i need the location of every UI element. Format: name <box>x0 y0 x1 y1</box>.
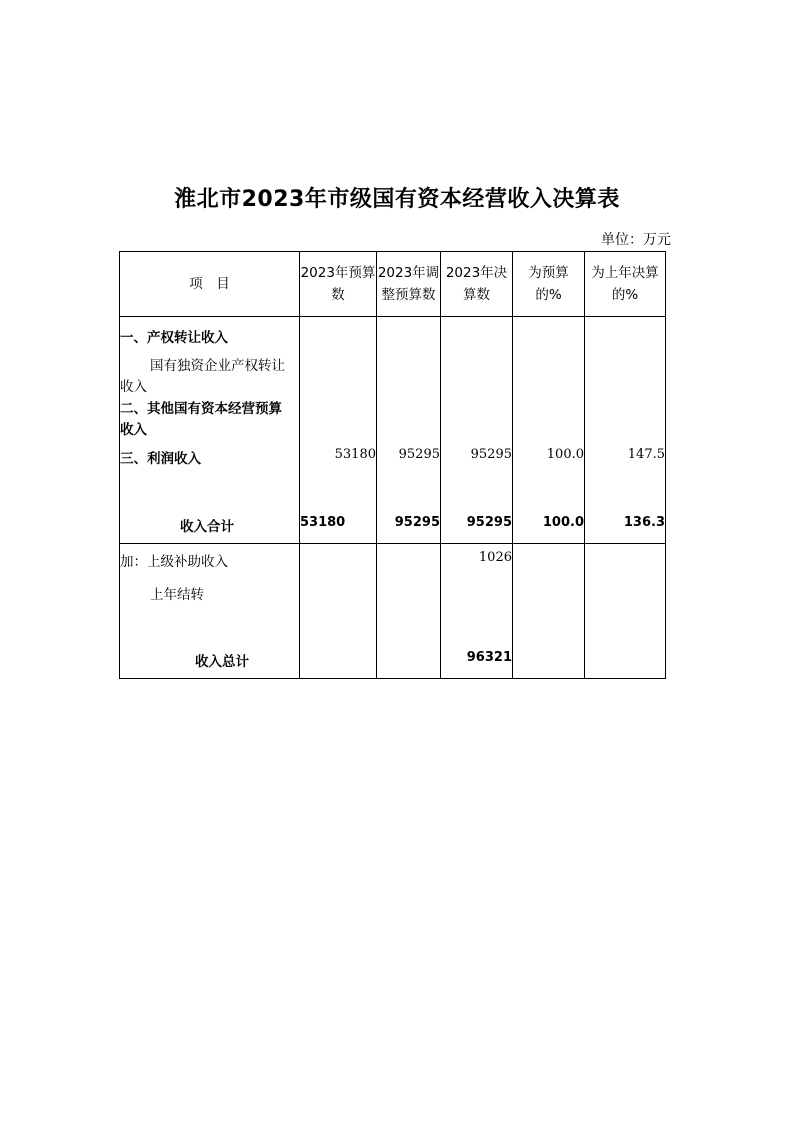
additional-final-cell <box>441 544 513 679</box>
pct-last-year-cell <box>585 317 666 544</box>
row-soe-transfer-l2: 收入 <box>120 379 147 395</box>
subtotal-pct-budget: 100.0 <box>542 515 584 530</box>
profit-adjusted: 95295 <box>398 447 440 462</box>
header-adjusted: 2023年调 整预算数 <box>377 252 441 317</box>
header-pct-last-year: 为上年决算 的% <box>585 252 666 317</box>
budget-cell <box>300 317 377 544</box>
subtotal-final: 95295 <box>466 515 512 530</box>
profit-pct-budget: 100.0 <box>546 447 584 462</box>
additional-revenue-block <box>120 544 666 679</box>
profit-budget: 53180 <box>334 447 376 462</box>
revenue-items-block <box>120 317 666 544</box>
subtotal-budget: 53180 <box>300 515 346 530</box>
additional-pct-budget-cell <box>513 544 585 679</box>
row-other-revenue-l2: 收入 <box>120 422 147 438</box>
row-property-transfer: 一、产权转让收入 <box>120 330 228 346</box>
additional-adjusted-cell <box>377 544 441 679</box>
total-final: 96321 <box>466 650 512 665</box>
row-revenue-subtotal: 收入合计 <box>180 519 234 535</box>
row-profit-revenue: 三、利润收入 <box>120 451 201 467</box>
additional-pct-last-year-cell <box>585 544 666 679</box>
row-revenue-total: 收入总计 <box>195 654 249 670</box>
profit-pct-last-year: 147.5 <box>627 447 665 462</box>
pct-budget-cell <box>513 317 585 544</box>
header-item: 项 目 <box>120 252 300 317</box>
unit-label: 单位：万元 <box>601 232 671 248</box>
row-carryover: 上年结转 <box>150 587 204 603</box>
row-other-revenue-l1: 二、其他国有资本经营预算 <box>120 401 282 417</box>
subtotal-adjusted: 95295 <box>394 515 440 530</box>
row-superior-subsidy: 加：上级补助收入 <box>120 554 228 570</box>
adjusted-cell <box>377 317 441 544</box>
additional-budget-cell <box>300 544 377 679</box>
header-final: 2023年决 算数 <box>441 252 513 317</box>
profit-final: 95295 <box>470 447 512 462</box>
row-soe-transfer-l1: 国有独资企业产权转让 <box>150 358 285 374</box>
page-title: 淮北市2023年市级国有资本经营收入决算表 <box>174 187 620 212</box>
revenue-table <box>119 251 666 679</box>
header-row <box>120 252 666 317</box>
item-labels-cell <box>120 317 300 544</box>
header-budget: 2023年预算 数 <box>300 252 377 317</box>
subtotal-pct-last-year: 136.3 <box>623 515 665 530</box>
header-pct-budget: 为预算 的% <box>513 252 585 317</box>
final-cell <box>441 317 513 544</box>
additional-labels-cell <box>120 544 300 679</box>
subsidy-final: 1026 <box>478 550 512 565</box>
